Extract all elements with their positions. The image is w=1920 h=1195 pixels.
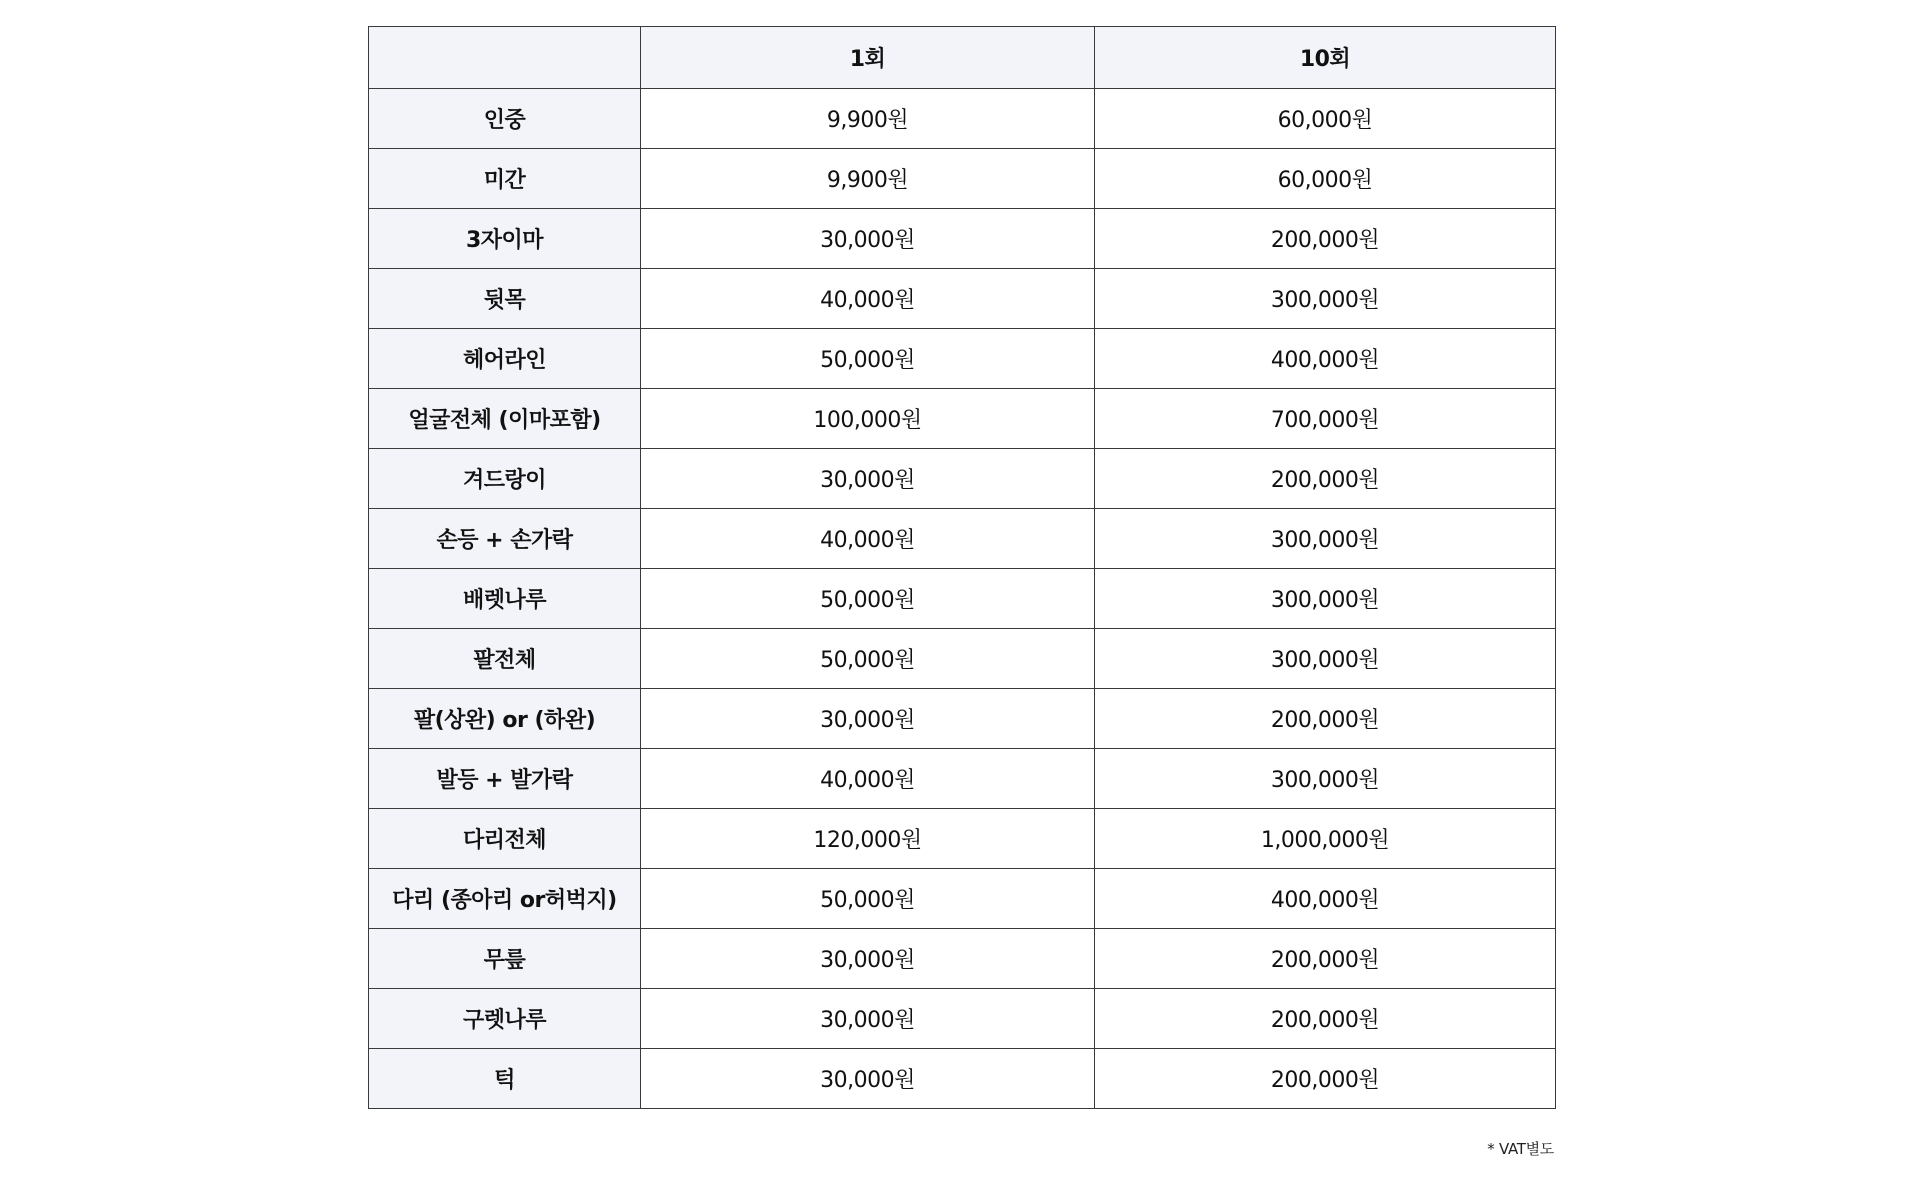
- area-label-cell: 팔(상완) or (하완): [369, 689, 641, 749]
- vat-note: * VAT별도: [1487, 1140, 1554, 1158]
- table-row: [369, 749, 1556, 809]
- once-price-cell: 30,000원: [641, 449, 1095, 509]
- ten-times-price-cell: 1,000,000원: [1095, 809, 1556, 869]
- table-row: [369, 629, 1556, 689]
- table-row: [369, 869, 1556, 929]
- ten-times-price-cell: 700,000원: [1095, 389, 1556, 449]
- once-price-cell: 50,000원: [641, 329, 1095, 389]
- ten-times-price-cell: 60,000원: [1095, 89, 1556, 149]
- ten-times-price-cell: 200,000원: [1095, 449, 1556, 509]
- table-row: [369, 329, 1556, 389]
- area-label-cell: 발등 + 발가락: [369, 749, 641, 809]
- ten-times-price-cell: 300,000원: [1095, 569, 1556, 629]
- ten-times-price-cell: 300,000원: [1095, 749, 1556, 809]
- area-label-cell: 헤어라인: [369, 329, 641, 389]
- area-label-cell: 3자이마: [369, 209, 641, 269]
- once-price-cell: 40,000원: [641, 749, 1095, 809]
- ten-times-price-cell: 300,000원: [1095, 509, 1556, 569]
- area-label-cell: 얼굴전체 (이마포함): [369, 389, 641, 449]
- table-row: [369, 569, 1556, 629]
- once-price-cell: 120,000원: [641, 809, 1095, 869]
- area-label-cell: 다리 (종아리 or허벅지): [369, 869, 641, 929]
- once-price-cell: 50,000원: [641, 869, 1095, 929]
- area-label-cell: 배렛나루: [369, 569, 641, 629]
- once-price-cell: 30,000원: [641, 209, 1095, 269]
- area-label-cell: 구렛나루: [369, 989, 641, 1049]
- price-table-body: [369, 89, 1556, 1109]
- ten-times-price-cell: 200,000원: [1095, 209, 1556, 269]
- once-price-cell: 50,000원: [641, 629, 1095, 689]
- once-price-cell: 30,000원: [641, 929, 1095, 989]
- price-table: [368, 26, 1556, 1109]
- table-header-row: [369, 27, 1556, 89]
- area-label-cell: 뒷목: [369, 269, 641, 329]
- table-row: [369, 929, 1556, 989]
- table-row: [369, 269, 1556, 329]
- ten-times-price-cell: 300,000원: [1095, 269, 1556, 329]
- header-once-cell: 1회: [641, 27, 1095, 89]
- header-corner-cell: [369, 27, 641, 89]
- table-row: [369, 389, 1556, 449]
- area-label-cell: 미간: [369, 149, 641, 209]
- ten-times-price-cell: 400,000원: [1095, 869, 1556, 929]
- ten-times-price-cell: 200,000원: [1095, 1049, 1556, 1109]
- once-price-cell: 30,000원: [641, 989, 1095, 1049]
- table-row: [369, 689, 1556, 749]
- area-label-cell: 팔전체: [369, 629, 641, 689]
- area-label-cell: 무릎: [369, 929, 641, 989]
- once-price-cell: 30,000원: [641, 1049, 1095, 1109]
- ten-times-price-cell: 200,000원: [1095, 989, 1556, 1049]
- area-label-cell: 턱: [369, 1049, 641, 1109]
- table-row: [369, 1049, 1556, 1109]
- once-price-cell: 40,000원: [641, 269, 1095, 329]
- table-row: [369, 509, 1556, 569]
- once-price-cell: 40,000원: [641, 509, 1095, 569]
- table-row: [369, 989, 1556, 1049]
- table-row: [369, 149, 1556, 209]
- ten-times-price-cell: 60,000원: [1095, 149, 1556, 209]
- once-price-cell: 9,900원: [641, 149, 1095, 209]
- once-price-cell: 9,900원: [641, 89, 1095, 149]
- ten-times-price-cell: 400,000원: [1095, 329, 1556, 389]
- ten-times-price-cell: 200,000원: [1095, 689, 1556, 749]
- area-label-cell: 다리전체: [369, 809, 641, 869]
- once-price-cell: 100,000원: [641, 389, 1095, 449]
- table-row: [369, 89, 1556, 149]
- ten-times-price-cell: 200,000원: [1095, 929, 1556, 989]
- header-ten-times-cell: 10회: [1095, 27, 1556, 89]
- table-row: [369, 809, 1556, 869]
- ten-times-price-cell: 300,000원: [1095, 629, 1556, 689]
- once-price-cell: 50,000원: [641, 569, 1095, 629]
- once-price-cell: 30,000원: [641, 689, 1095, 749]
- area-label-cell: 인중: [369, 89, 641, 149]
- table-row: [369, 209, 1556, 269]
- area-label-cell: 손등 + 손가락: [369, 509, 641, 569]
- area-label-cell: 겨드랑이: [369, 449, 641, 509]
- table-row: [369, 449, 1556, 509]
